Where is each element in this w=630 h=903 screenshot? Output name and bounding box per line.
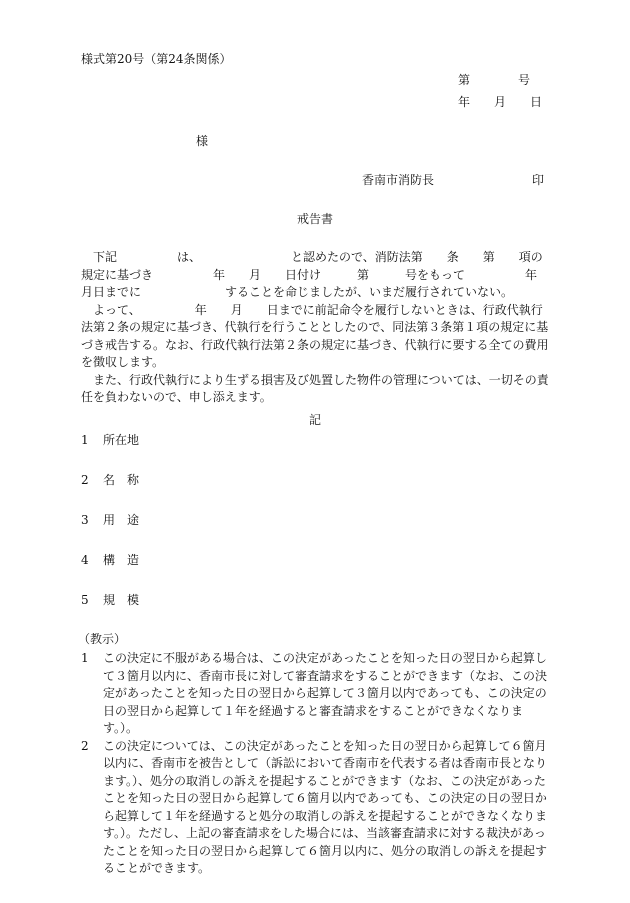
item-number: 1 [81,433,89,447]
item-number: 4 [81,553,89,567]
document-number: 第 号 [458,73,531,87]
notice-item [81,650,553,738]
addressee: 様 [196,134,209,148]
document-title: 戒告書 [297,212,334,226]
ki-heading: 記 [309,413,322,427]
form-number: 様式第20号（第24条関係） [81,52,232,66]
item-number: 3 [81,513,89,527]
item-label: 所在地 [103,433,140,447]
item-label: 規模 [103,593,152,607]
body-paragraph-2: よって、 年 月 日までに前記命令を履行しないときは、行政代執行法第２条の規定に基づき、代執行を行うこととしたので、同法第３条第１項の規定に基づき戒告する。なお、行政代執行法第２条の規定に基づき、代執行に要する全ての費用を徴収します。 [81,302,549,369]
list-item [81,511,151,528]
notice-list [81,650,553,878]
body-text [81,249,562,407]
item-number: 5 [81,593,89,607]
notice-text: この決定に不服がある場合は、この決定があったことを知った日の翌日から起算して３箇月以内に、香南市長に対して審査請求をすることができます（なお、この決定があったことを知った日の翌日から起算して３箇月以内であっても、この決定の日の翌日から起算して１年を経過すると審査請求をすることができなくなります。）。 [103,651,548,735]
notice-text: この決定については、この決定があったことを知った日の翌日から起算して６箇月以内に、香南市を被告として（訴訟において香南市を代表する者は香南市長となります。）、処分の取消しの訴えを提起することができます（なお、この決定があったことを知った日の翌日から起算して６箇月以内であっても、この決定の日の翌日から起算して１年を経過すると処分の取消しの訴えを提起することができなくなります。）。ただし、上記の審査請求をした場合には、当該審査請求に対する裁決があったことを知った日の翌日から起算して６箇月以内に、処分の取消しの訴えを提起することができます。 [103,738,548,875]
notice-heading: （教示） [78,632,127,646]
issue-date: 年 月 日 [458,95,543,109]
item-label: 用途 [103,513,152,527]
item-label: 名称 [103,473,152,487]
body-paragraph-3: また、行政代執行により生ずる損害及び処置した物件の管理については、一切その責任を負わないので、申し添えます。 [81,372,549,404]
item-label: 構造 [103,553,152,567]
body-paragraph-1: 下記 は、 と認めたので、消防法第 条 第 項の規定に基づき 年 月 日付け 第 号をもって 年 月日までに することを命じましたが、いまだ履行されていない。 [81,250,562,299]
notice-item [81,738,553,878]
list-item [81,551,151,568]
list-item [81,591,151,608]
list-item [81,431,139,448]
seal-mark: 印 [532,173,545,187]
item-number: 2 [81,473,89,487]
notice-number: 1 [81,651,89,665]
issuer: 香南市消防長 [362,173,435,187]
notice-number: 2 [81,738,89,753]
list-item [81,471,151,488]
